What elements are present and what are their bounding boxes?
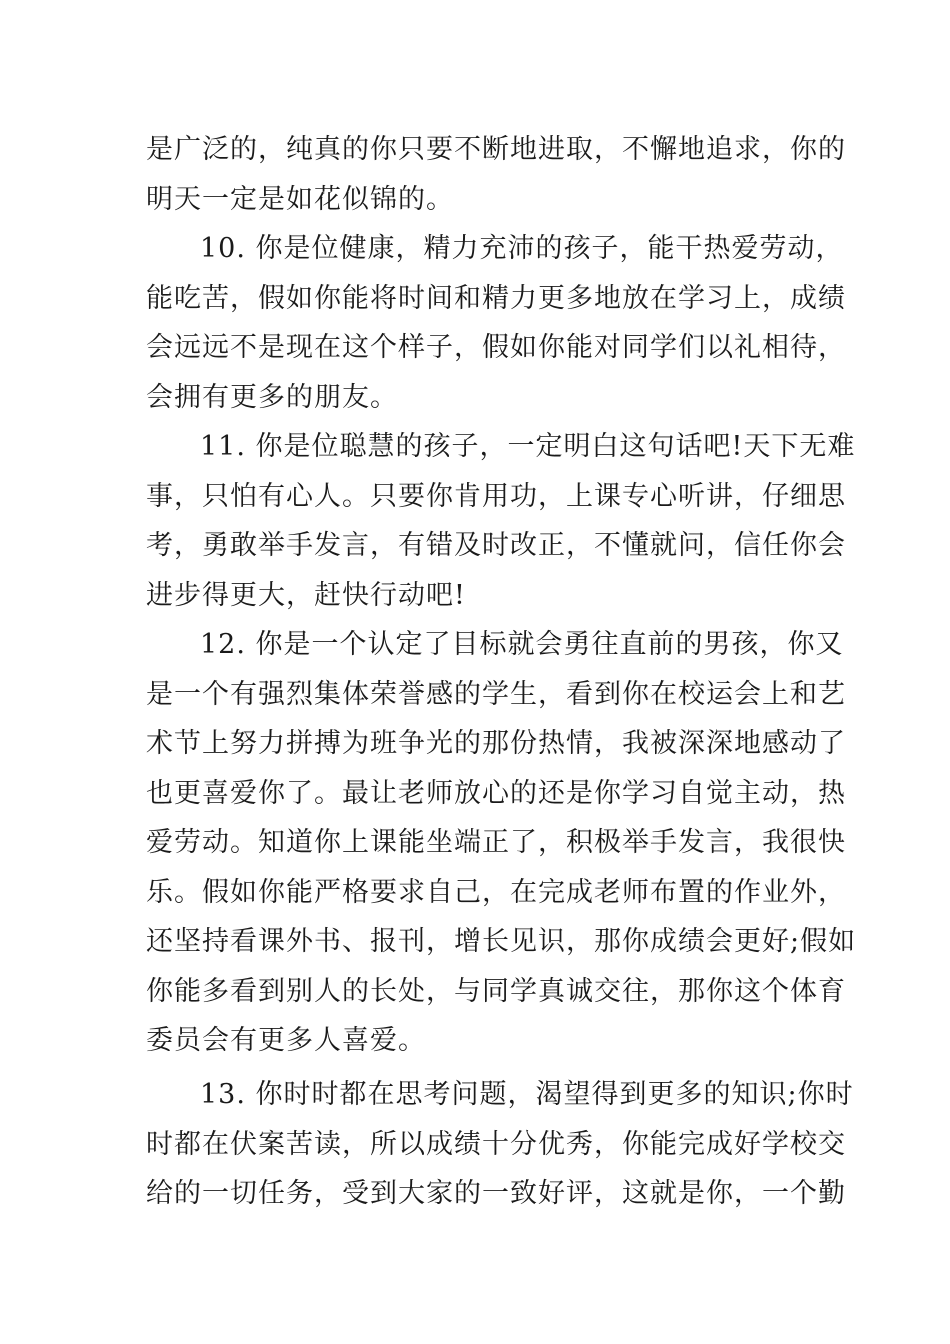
text-line: 委员会有更多人喜爱。: [146, 1025, 426, 1056]
paragraph-10-start: 10. 你是位健康，精力充沛的孩子，能干热爱劳动，: [200, 233, 844, 264]
text-line: 考，勇敢举手发言，有错及时改正，不懂就问，信任你会: [146, 530, 846, 561]
text-line: 进步得更大，赶快行动吧!: [146, 580, 466, 611]
paragraph-12-start: 12. 你是一个认定了目标就会勇往直前的男孩，你又: [200, 629, 844, 660]
text-line: 是一个有强烈集体荣誉感的学生，看到你在校运会上和艺: [146, 679, 846, 710]
text-line: 乐。假如你能严格要求自己，在完成老师布置的作业外，: [146, 877, 846, 908]
text-line: 事，只怕有心人。只要你肯用功，上课专心听讲，仔细思: [146, 481, 846, 512]
text-line: 时都在伏案苦读，所以成绩十分优秀，你能完成好学校交: [146, 1129, 846, 1160]
text-line: 会拥有更多的朋友。: [146, 382, 398, 413]
paragraph-13-start: 13. 你时时都在思考问题，渴望得到更多的知识;你时: [200, 1079, 854, 1110]
text-line: 也更喜爱你了。最让老师放心的还是你学习自觉主动，热: [146, 778, 846, 809]
text-line: 术节上努力拼搏为班争光的那份热情，我被深深地感动了: [146, 728, 846, 759]
text-line: 你能多看到别人的长处，与同学真诚交往，那你这个体育: [146, 976, 846, 1007]
text-line: 是广泛的，纯真的你只要不断地进取，不懈地追求，你的: [146, 134, 846, 165]
text-line: 会远远不是现在这个样子，假如你能对同学们以礼相待，: [146, 332, 846, 363]
text-line: 爱劳动。知道你上课能坐端正了，积极举手发言，我很快: [146, 827, 846, 858]
text-line: 明天一定是如花似锦的。: [146, 184, 454, 215]
text-line: 还坚持看课外书、报刊，增长见识，那你成绩会更好;假如: [146, 926, 857, 957]
text-line: 给的一切任务，受到大家的一致好评，这就是你，一个勤: [146, 1178, 846, 1209]
text-line: 能吃苦，假如你能将时间和精力更多地放在学习上，成绩: [146, 283, 846, 314]
paragraph-11-start: 11. 你是位聪慧的孩子，一定明白这句话吧!天下无难: [200, 431, 856, 462]
